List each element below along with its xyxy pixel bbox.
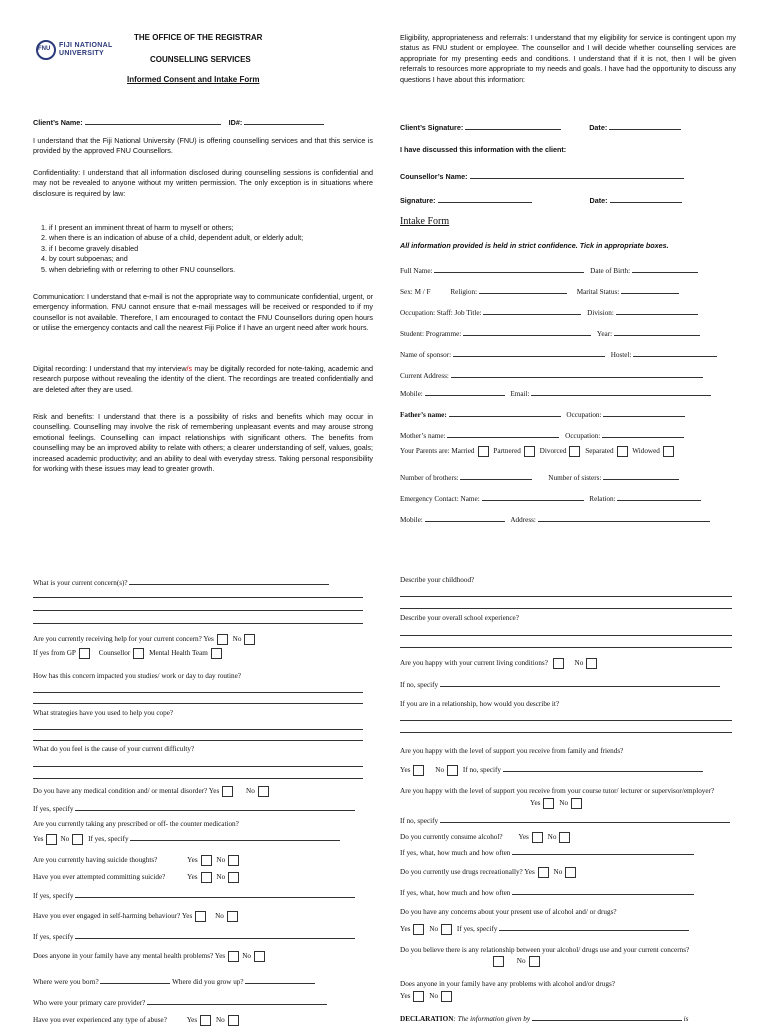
year-field[interactable]: [614, 326, 700, 336]
checkbox-concerns-alc-yes[interactable]: [413, 924, 424, 935]
division-label: Division:: [587, 309, 614, 317]
living-specify-field[interactable]: [440, 677, 720, 687]
emergency-mobile-label: Mobile:: [400, 516, 423, 524]
counsellor-label: Counsellor: [98, 649, 131, 658]
yes-label: Yes: [530, 799, 541, 808]
list-item: 1. if I present an imminent threat of harm to myself or others;: [49, 223, 373, 233]
sponsor-label: Name of sponsor:: [400, 351, 452, 359]
question-abuse: Have you ever experienced any type of abuse?: [33, 1016, 167, 1025]
yes-label: Yes: [187, 873, 198, 882]
services-title: COUNSELLING SERVICES: [150, 55, 251, 64]
digital-recording-red-text: /s: [186, 364, 193, 373]
family-alc-answer-row: [400, 991, 600, 1002]
dob-field[interactable]: [632, 263, 698, 273]
grew-up-field[interactable]: [245, 974, 315, 984]
answer-line[interactable]: [400, 720, 732, 721]
answer-line[interactable]: [400, 608, 732, 609]
yes-label: Yes: [400, 766, 411, 774]
father-occupation-label: Occupation:: [566, 411, 602, 419]
selfharm-specify-row: [33, 929, 373, 942]
question-family-mental-health: Does anyone in your family have any mental health problems?: [33, 952, 214, 961]
q-selfharm-row: [33, 911, 373, 922]
mobile-row: [400, 386, 740, 407]
emergency-address-label: Address:: [510, 516, 536, 524]
question-living-conditions: Are you happy with your current living conditions?: [400, 659, 548, 668]
checkbox-suicide-yes[interactable]: [201, 855, 212, 866]
question-family-alcohol: Does anyone in your family have any problems with alcohol and/or drugs?: [400, 980, 615, 988]
id-label: ID#:: [228, 118, 243, 127]
dob-label: Date of Birth:: [590, 267, 631, 275]
brothers-label: Number of brothers:: [400, 474, 459, 482]
if-yes-specify-label: If yes, specify: [33, 805, 74, 813]
checkbox-drugs-no[interactable]: [565, 867, 576, 878]
yes-label: Yes: [400, 925, 411, 933]
drugs-specify-field[interactable]: [512, 885, 694, 895]
checkbox-family-mh-yes[interactable]: [228, 951, 239, 962]
checkbox-separated[interactable]: [617, 446, 628, 457]
declaration-text: : The information given by: [453, 1015, 531, 1023]
intake-form-title: Intake Form: [400, 216, 450, 227]
selfharm-specify-field[interactable]: [75, 929, 355, 939]
declaration-label: DECLARATION: [400, 1015, 454, 1023]
if-yes-from-label: If yes from GP: [33, 649, 76, 658]
answer-line[interactable]: [33, 703, 363, 704]
checkbox-alcohol-yes[interactable]: [532, 832, 543, 843]
q-drugs-row: [400, 867, 740, 878]
counsellor-date-field[interactable]: [610, 193, 682, 203]
no-label: No: [242, 952, 252, 961]
parents-label: Your Parents are: Married: [400, 447, 475, 456]
answer-line[interactable]: [400, 596, 732, 597]
client-name-label: Client’s Name:: [33, 118, 83, 127]
intake-note: All information provided is held in strict confidence. Tick in appropriate boxes.: [400, 241, 669, 250]
abuse-row: [33, 1015, 373, 1026]
emergency-mobile-field[interactable]: [425, 512, 505, 522]
if-yes-what-label: If yes, what, how much and how often: [400, 889, 511, 897]
checkbox-divorced[interactable]: [569, 446, 580, 457]
declaration-row: [400, 1011, 740, 1024]
answer-line[interactable]: [33, 740, 363, 741]
if-yes-specify-label: If yes, specify: [88, 835, 129, 843]
concerns-alc-answer-row: [400, 921, 740, 935]
office-title: THE OFFICE OF THE REGISTRAR: [134, 33, 263, 42]
hostel-field[interactable]: [633, 347, 717, 357]
declaration-name-field[interactable]: [532, 1011, 682, 1021]
question-alcohol: Do you currently consume alcohol?: [400, 833, 503, 842]
checkbox-family-alc-no[interactable]: [441, 991, 452, 1002]
if-yes-specify-label: If yes, specify: [456, 925, 498, 933]
question-support-tutor: Are you happy with the level of support you receive from your course tutor/ lecturer or supervisor/employer?: [400, 787, 715, 795]
drugs-specify-row: [400, 885, 740, 898]
yes-label: Yes: [214, 952, 226, 961]
support-tutor-specify-row: [400, 813, 740, 826]
checkbox-widowed[interactable]: [663, 446, 674, 457]
emergency-address-field[interactable]: [538, 512, 710, 522]
question-medication: Are you currently taking any prescribed or off- the counter medication?: [33, 820, 239, 828]
checkbox-partnered[interactable]: [524, 446, 535, 457]
no-label: No: [429, 925, 439, 933]
if-no-specify-label: If no, specify: [462, 766, 501, 774]
checkbox-attempt-no[interactable]: [228, 872, 239, 883]
alcohol-specify-field[interactable]: [512, 845, 694, 855]
emergency-contact-label: Emergency Contact: Name:: [400, 495, 480, 503]
parents-option-divorced: Divorced: [539, 447, 567, 456]
question-self-harm: Have you ever engaged in self-harming behaviour?: [33, 912, 181, 921]
support-tutor-specify-field[interactable]: [440, 813, 730, 823]
no-label: No: [246, 787, 255, 796]
attempt-specify-field[interactable]: [75, 888, 355, 898]
full-name-row: [400, 263, 740, 284]
no-label: No: [435, 766, 445, 774]
full-name-field[interactable]: [434, 263, 584, 273]
if-yes-specify-label: If yes, specify: [33, 933, 74, 941]
sisters-field[interactable]: [603, 470, 679, 480]
no-label: No: [429, 992, 439, 1001]
religion-label: Religion:: [450, 288, 478, 296]
occupation-row: [400, 305, 740, 326]
id-field[interactable]: [244, 115, 324, 125]
question-born: Where were you born?: [33, 978, 99, 986]
religion-field[interactable]: [479, 284, 567, 294]
client-name-row: [33, 115, 373, 128]
fnu-logo: [36, 38, 122, 64]
question-strategies: What strategies have you used to help you cope?: [33, 709, 174, 717]
checkbox-relationship-alc-no[interactable]: [529, 956, 540, 967]
no-label: No: [215, 1016, 225, 1025]
programme-field[interactable]: [463, 326, 591, 336]
questions-left: [33, 575, 373, 588]
relationship-alc-answer-row: [490, 956, 690, 967]
no-label: No: [60, 835, 70, 843]
no-label: No: [232, 635, 242, 644]
question-childhood: Describe your childhood?: [400, 576, 475, 584]
parents-option-partnered: Partnered: [493, 447, 521, 456]
checkbox-attempt-yes[interactable]: [201, 872, 212, 883]
mother-row: [400, 428, 740, 446]
if-yes-what-label: If yes, what, how much and how often: [400, 849, 511, 857]
marital-status-field[interactable]: [621, 284, 679, 294]
medical-specify-row: [33, 801, 373, 814]
checkbox-counsellor[interactable]: [133, 648, 144, 659]
if-yes-specify-label: If yes, specify: [33, 892, 74, 900]
no-label: No: [216, 873, 226, 882]
yes-label: Yes: [187, 856, 198, 865]
email-field[interactable]: [531, 386, 711, 396]
provider-row: [33, 995, 373, 1008]
support-family-specify-field[interactable]: [503, 762, 703, 772]
fnu-logo-short: FNU: [38, 46, 51, 52]
yes-label: Yes: [524, 868, 535, 877]
checkbox-help-no[interactable]: [244, 634, 255, 645]
counsellor-signature-label: Signature:: [400, 196, 436, 205]
question-school: Describe your overall school experience?: [400, 614, 519, 622]
consent-intro: I understand that the Fiji National University (FNU) is offering counselling services and that this service is provided by the approved FNU Counsellors.: [33, 136, 373, 156]
born-field[interactable]: [100, 974, 170, 984]
mother-occupation-field[interactable]: [602, 428, 684, 438]
mobile-label: Mobile:: [400, 390, 423, 398]
concern-field[interactable]: [129, 575, 329, 585]
checkbox-selfharm-no[interactable]: [227, 911, 238, 922]
counsellor-name-row: [400, 169, 740, 182]
no-label: No: [215, 912, 224, 921]
answer-line[interactable]: [33, 729, 363, 730]
checkbox-drugs-yes[interactable]: [538, 867, 549, 878]
mother-occupation-label: Occupation:: [565, 432, 601, 440]
support-family-answer-row: [400, 762, 740, 776]
form-title: Informed Consent and Intake Form: [127, 75, 260, 84]
q-help-row: [33, 634, 373, 645]
intake-fields: [400, 263, 740, 530]
hostel-label: Hostel:: [610, 351, 632, 359]
client-name-field[interactable]: [85, 115, 221, 125]
born-row: [33, 974, 373, 987]
q-medical-row: [33, 786, 373, 797]
counsellor-signature-field[interactable]: [438, 193, 532, 203]
occupation-label: Occupation: Staff: Job Title:: [400, 309, 482, 317]
parents-row: [400, 446, 740, 470]
list-item: 3. if I become gravely disabled: [49, 244, 373, 254]
q-suicide-row: [33, 855, 373, 866]
yes-label: Yes: [400, 992, 411, 1001]
risks-benefits-paragraph: Risk and benefits: I understand that there is a possibility of risks and benefits which may occur in counselling. Counselling may involve the risk of remembering unpleasant events and may arouse strong emotional feelings. Counselling can impact relationships with significant others. The benefits from counselling may be an improved ability to relate with others; a clearer understanding of self, values, goals; increased academic productivity; and an ability to deal with everyday stress. Taking personal responsibility for working with these issues may lead to greater growth.: [33, 412, 373, 474]
help-source-row: [33, 648, 373, 659]
checkbox-concerns-alc-no[interactable]: [441, 924, 452, 935]
address-row: [400, 368, 740, 386]
father-name-label: Father’s name:: [400, 411, 447, 419]
medication-answer-row: [33, 831, 373, 845]
yes-label: Yes: [208, 787, 220, 796]
question-concerns-alcohol-drugs: Do you have any concerns about your present use of alcohol and/ or drugs?: [400, 908, 617, 916]
list-item: 4. by court subpoenas; and: [49, 254, 373, 264]
checkbox-mental-health-team[interactable]: [211, 648, 222, 659]
question-impact: How has this concern impacted you studies/ work or day to day routine?: [33, 672, 241, 680]
checkbox-married[interactable]: [478, 446, 489, 457]
yes-label: Yes: [186, 1016, 198, 1025]
no-label: No: [574, 659, 584, 668]
answer-line[interactable]: [33, 778, 363, 779]
medication-specify-field[interactable]: [130, 831, 340, 841]
mother-name-field[interactable]: [447, 428, 559, 438]
sponsor-row: [400, 347, 740, 368]
list-item: 5. when debriefing with or referring to other FNU counsellors.: [49, 265, 373, 275]
yes-label: Yes: [518, 833, 529, 842]
mobile-field[interactable]: [425, 386, 505, 396]
counsellor-name-field[interactable]: [470, 169, 684, 179]
living-specify-row: [400, 677, 740, 690]
father-name-field[interactable]: [449, 407, 561, 417]
sisters-label: Number of sisters:: [548, 474, 602, 482]
law-exceptions-list: [33, 223, 373, 275]
provider-field[interactable]: [147, 995, 327, 1005]
fnu-logo-line2: UNIVERSITY: [59, 50, 105, 57]
question-relationship: If you are in a relationship, how would you describe it?: [400, 700, 560, 708]
checkbox-relationship-alc-yes[interactable]: [493, 956, 504, 967]
client-signature-field[interactable]: [465, 120, 561, 130]
checkbox-medication-yes[interactable]: [46, 834, 57, 845]
client-signature-label: Client’s Signature:: [400, 123, 464, 132]
counsellor-name-label: Counsellor’s Name:: [400, 172, 468, 181]
answer-line[interactable]: [33, 597, 363, 598]
checkbox-selfharm-yes[interactable]: [195, 911, 206, 922]
job-title-field[interactable]: [483, 305, 581, 315]
question-support-family: Are you happy with the level of support you receive from family and friends?: [400, 747, 624, 755]
emergency-row: [400, 491, 740, 512]
no-label: No: [516, 957, 526, 966]
checkbox-support-tutor-yes[interactable]: [543, 798, 554, 809]
sex-label: Sex: M / F: [400, 288, 431, 296]
checkbox-medical-yes[interactable]: [222, 786, 233, 797]
checkbox-support-family-no[interactable]: [447, 765, 458, 776]
full-name-label: Full Name:: [400, 267, 433, 275]
parents-option-separated: Separated: [585, 447, 614, 456]
q-attempt-row: [33, 872, 373, 883]
answer-line[interactable]: [400, 732, 732, 733]
eligibility-paragraph: Eligibility, appropriateness and referrals: I understand that my eligibility for service is contingent upon my status as FNU student or employee. The counsellor and I will decide whether counselling services are appropriate for my presenting eeds and conditions. I understand that if it is not, then I will be given referrals to resources more appropriate to my needs and goals. I have had the opportunity to discuss any questions I have about this information:: [400, 33, 736, 84]
digital-recording-text-start: Digital recording: I understand that my interview: [33, 364, 187, 373]
support-tutor-answer-row: [530, 798, 730, 809]
answer-line[interactable]: [33, 610, 363, 611]
checkbox-support-family-yes[interactable]: [413, 765, 424, 776]
sex-row: [400, 284, 740, 305]
list-item: 2. when there is an indication of abuse of a child, dependent adult, or elderly adult;: [49, 233, 373, 243]
checkbox-medical-no[interactable]: [258, 786, 269, 797]
checkbox-living-no[interactable]: [586, 658, 597, 669]
discussed-statement: I have discussed this information with the client:: [400, 145, 567, 154]
emergency-name-field[interactable]: [482, 491, 584, 501]
answer-line[interactable]: [33, 692, 363, 693]
checkbox-family-mh-no[interactable]: [254, 951, 265, 962]
digital-recording-paragraph: [33, 364, 373, 395]
checkbox-medication-no[interactable]: [72, 834, 83, 845]
answer-line[interactable]: [400, 635, 732, 636]
declaration-end: is: [683, 1015, 689, 1023]
client-date-field[interactable]: [609, 120, 681, 130]
answer-line[interactable]: [400, 647, 732, 648]
checkbox-support-tutor-no[interactable]: [571, 798, 582, 809]
no-label: No: [559, 799, 569, 808]
yes-label: Yes: [181, 912, 193, 921]
current-address-label: Current Address:: [400, 372, 449, 380]
checkbox-family-alc-yes[interactable]: [413, 991, 424, 1002]
checkbox-abuse-yes[interactable]: [200, 1015, 211, 1026]
if-no-specify-label: If no, specify: [400, 681, 439, 689]
q-family-mh-row: [33, 951, 373, 962]
no-label: No: [553, 868, 563, 877]
q-concern: [33, 575, 373, 588]
client-signature-row: [400, 120, 740, 133]
yes-label: Yes: [203, 635, 214, 644]
client-date-label: Date:: [589, 123, 608, 132]
fnu-logo-line1: FIJI NATIONAL: [59, 42, 113, 49]
communication-paragraph: Communication: I understand that e-mail is not the appropriate way to communicate confidential, urgent, or emergency information. FNU cannot ensure that e-mail messages will be received or responded to if my counsellor is not available. Therefore, I am encouraged to contact the FNU Counsellors during open hours or utilise the emergency contacts and call the nearest Fiji Police if I have an urgent need after work hours.: [33, 292, 373, 333]
question-drugs: Do you currently use drugs recreationally?: [400, 868, 523, 877]
attempt-specify-row: [33, 888, 373, 901]
brothers-field[interactable]: [460, 470, 532, 480]
question-primary-care-provider: Who were your primary care provider?: [33, 999, 146, 1007]
q-living-row: [400, 658, 740, 669]
if-no-specify-label: If no, specify: [400, 817, 439, 825]
question-grew-up: Where did you grow up?: [172, 978, 244, 986]
relation-field[interactable]: [617, 491, 701, 501]
student-programme-label: Student: Programme:: [400, 330, 462, 338]
emergency-mobile-row: [400, 512, 740, 530]
checkbox-alcohol-no[interactable]: [559, 832, 570, 843]
question-relationship-alcohol: Do you believe there is any relationship between your alcohol/ drugs use and your current concerns?: [400, 946, 690, 954]
answer-line[interactable]: [33, 766, 363, 767]
digital-recording-text-end: may be digitally recorded for note-taking, academic and research purpose without revealing the identity of the client. The recordings are treated confidentially and are deleted after they are used.: [33, 364, 373, 394]
question-cause: What do you feel is the cause of your current difficulty?: [33, 745, 195, 753]
checkbox-abuse-no[interactable]: [228, 1015, 239, 1026]
division-field[interactable]: [616, 305, 698, 315]
answer-line[interactable]: [33, 623, 363, 624]
father-occupation-field[interactable]: [603, 407, 685, 417]
current-address-field[interactable]: [451, 368, 703, 378]
email-label: Email:: [510, 390, 530, 398]
counsellor-date-label: Date:: [589, 196, 608, 205]
checkbox-living-yes[interactable]: [553, 658, 564, 669]
siblings-row: [400, 470, 740, 491]
alcohol-specify-row: [400, 845, 740, 858]
relation-label: Relation:: [589, 495, 616, 503]
marital-status-label: Marital Status:: [576, 288, 620, 296]
confidentiality-paragraph: Confidentiality: I understand that all information disclosed during counselling sessions is confidential and may not be revealed to anyone without my written permission. The only exception is in situations where disclosure is required by law:: [33, 168, 373, 198]
sponsor-field[interactable]: [453, 347, 605, 357]
parents-option-widowed: Widowed: [632, 447, 660, 456]
checkbox-gp[interactable]: [79, 648, 90, 659]
no-label: No: [216, 856, 226, 865]
checkbox-suicide-no[interactable]: [228, 855, 239, 866]
counsellor-signature-row: [400, 193, 740, 206]
question-medical: Do you have any medical condition and/ or mental disorder?: [33, 787, 208, 796]
year-label: Year:: [596, 330, 613, 338]
mental-health-team-label: Mental Health Team: [149, 649, 208, 658]
question-concern: What is your current concern(s)?: [33, 579, 128, 587]
checkbox-help-yes[interactable]: [217, 634, 228, 645]
q-alcohol-row: [400, 832, 740, 843]
question-suicide-thoughts: Are you currently having suicide thoughts?: [33, 856, 158, 865]
concerns-alc-specify-field[interactable]: [499, 921, 689, 931]
yes-label: Yes: [33, 835, 44, 843]
father-row: [400, 407, 740, 428]
student-row: [400, 326, 740, 347]
mother-name-label: Mother’s name:: [400, 432, 446, 440]
question-suicide-attempt: Have you ever attempted committing suicide?: [33, 873, 166, 882]
no-label: No: [547, 833, 557, 842]
medical-specify-field[interactable]: [75, 801, 355, 811]
question-help: Are you currently receiving help for your current concern?: [33, 635, 202, 644]
